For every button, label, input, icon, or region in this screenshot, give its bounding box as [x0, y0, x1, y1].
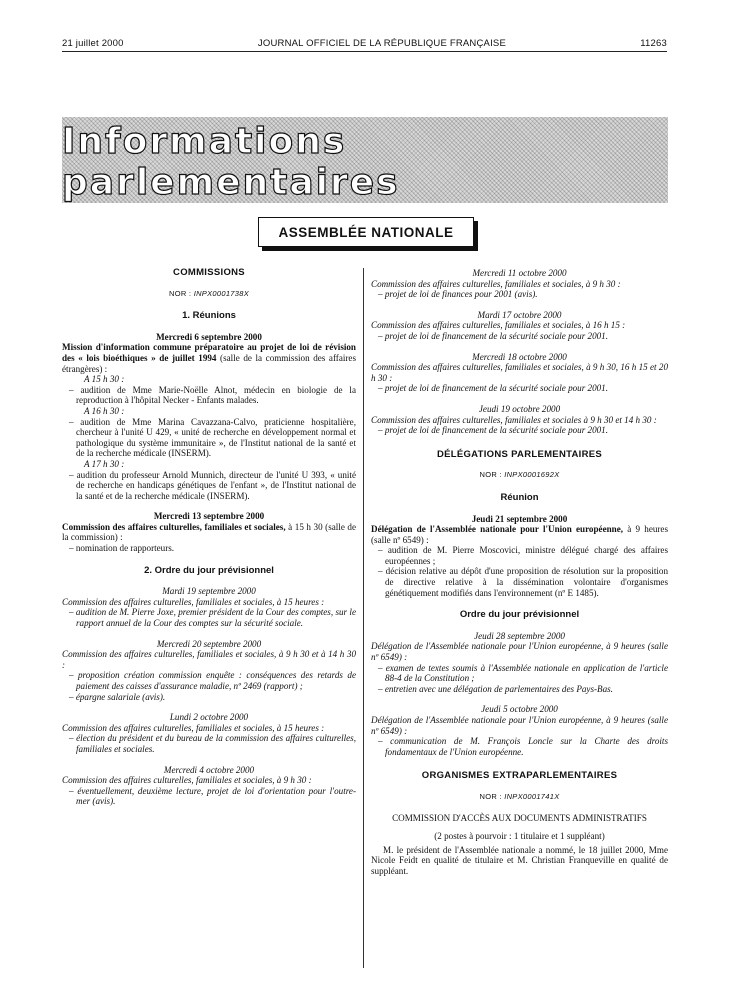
agenda-item: – éventuellement, deuxième lecture, projet de loi d'orientation pour l'outre-mer (avis).	[69, 785, 356, 807]
body-details: à 15 h 30 (salle de la commission) :	[62, 521, 356, 543]
meeting-date: Jeudi 28 septembre 2000	[474, 630, 565, 641]
header-date: 21 juillet 2000	[62, 38, 124, 49]
meeting-body	[62, 522, 356, 543]
agenda-item: – audition du professeur Arnold Munnich, directeur de l'unité U 393, « unité de recherche en handicaps génétiques de l'enfant », de l'Institut national de la santé et de la recherche médicale (INSERM).	[69, 469, 356, 501]
meeting-body: Délégation de l'Assemblée nationale pour l'Union européenne, à 9 heures (salle nº 6549) :	[371, 641, 668, 663]
subheading: 1. Réunions	[182, 310, 236, 322]
agenda-item: – épargne salariale (avis).	[69, 691, 166, 702]
agenda-item: – élection du président et du bureau de la commission des affaires culturelles, familiales et sociales.	[69, 733, 356, 754]
running-header	[62, 38, 667, 49]
meeting-date: Mardi 19 septembre 2000	[162, 586, 256, 597]
meeting-body: Commission des affaires culturelles, familiales et sociales, à 9 h 30 :	[62, 775, 312, 786]
appointment-text: M. le président de l'Assemblée nationale a nommé, le 18 juillet 2000, Mme Nicole Feidt en qualité de titulaire et M. Christian Franqueville en qualité de suppléant.	[371, 844, 668, 876]
body-name: Délégation de l'Assemblée nationale pour l'Union européenne,	[371, 524, 624, 535]
chamber-title: ASSEMBLÉE NATIONALE	[258, 217, 474, 247]
meeting-date: Mercredi 18 octobre 2000	[472, 351, 567, 362]
subheading: Ordre du jour prévisionnel	[459, 609, 580, 621]
agenda-item: – audition de M. Pierre Moscovici, ministre délégué chargé des affaires européennes ;	[378, 545, 668, 566]
section-title: COMMISSIONS	[173, 267, 245, 278]
header-journal: JOURNAL OFFICIEL DE LA RÉPUBLIQUE FRANÇAISE	[257, 38, 506, 49]
meeting-date: Jeudi 21 septembre 2000	[471, 513, 568, 524]
body-details: (salle de la commission des affaires étrangères) :	[62, 352, 357, 374]
meeting-body: Commission des affaires culturelles, familiales et sociales, à 9 h 30 et à 14 h 30 :	[62, 649, 356, 670]
agenda-item: – décision relative au dépôt d'une proposition de résolution sur la proposition de directive relative à la dissémination volontaire d'organismes génétiquement modifiés dans l'environnement (nº E 1485).	[378, 566, 668, 598]
meeting-body	[62, 342, 356, 374]
agenda-item: – audition de M. Pierre Joxe, premier président de la Cour des comptes, sur le rapport annuel de la Cour des comptes sur la sécurité sociale.	[69, 607, 356, 629]
section-title: DÉLÉGATIONS PARLEMENTAIRES	[436, 448, 603, 460]
header-rule	[62, 51, 667, 52]
nor-label: NOR :	[479, 470, 505, 480]
banner	[62, 117, 668, 203]
meeting-date: Mercredi 4 octobre 2000	[163, 764, 255, 775]
nor-reference	[62, 289, 356, 300]
agenda-item: – nomination de rapporteurs.	[69, 543, 175, 554]
meeting-body: Commission des affaires culturelles, familiales et sociales, à 9 h 30, 16 h 15 et 20 h 30 :	[371, 362, 668, 383]
subheading: Réunion	[500, 491, 539, 503]
meeting-time: A 16 h 30 :	[84, 405, 125, 416]
meeting-date: Mercredi 11 octobre 2000	[472, 268, 567, 278]
subheading: 2. Ordre du jour prévisionnel	[144, 564, 274, 576]
nor-label: NOR :	[168, 288, 194, 298]
agenda-item: – projet de loi de financement de la sécurité sociale pour 2001.	[378, 425, 608, 436]
meeting-body: Commission des affaires culturelles, familiales et sociales, à 9 h 30 :	[371, 278, 621, 289]
header-page-number: 11263	[640, 38, 667, 49]
body-details: à 9 heures (salle nº 6549) :	[371, 524, 669, 545]
nor-reference	[371, 792, 668, 803]
agenda-item: – examen de textes soumis à l'Assemblée nationale en application de l'article 88-4 de la Constitution ;	[378, 662, 668, 684]
agenda-item: – audition de Mme Marina Cavazzana-Calvo, praticienne hospitalière, chercheur à l'unité U 429, « unité de recherche en développement normal et pathologique du système immunitaire », de l'Institut national de la santé et de la recherche médicale (INSERM).	[69, 416, 356, 459]
meeting-body: Commission des affaires culturelles, familiales et sociales, à 16 h 15 :	[371, 320, 626, 331]
section-title: ORGANISMES EXTRAPARLEMENTAIRES	[421, 770, 618, 782]
meeting-date: Mardi 17 octobre 2000	[477, 309, 562, 320]
meeting-date: Mercredi 6 septembre 2000	[156, 331, 262, 342]
nor-code: INPX0001741X	[504, 791, 560, 801]
nor-label: NOR :	[479, 791, 505, 801]
agenda-item: – entretien avec une délégation de parlementaires des Pays-Bas.	[378, 683, 613, 694]
left-column	[62, 268, 356, 807]
nor-code: INPX0001692X	[504, 470, 560, 480]
meeting-body: Délégation de l'Assemblée nationale pour l'Union européenne, à 9 heures (salle nº 6549) :	[371, 715, 668, 736]
meeting-date: Jeudi 5 octobre 2000	[481, 704, 558, 715]
right-column	[371, 268, 668, 877]
meeting-body	[371, 524, 668, 545]
agenda-item: – projet de loi de finances pour 2001 (avis).	[378, 289, 538, 300]
meeting-time: A 17 h 30 :	[84, 458, 125, 469]
body-name: Mission d'information commune préparatoire au projet de loi de révision des « lois bioéthiques » de juillet 1994	[62, 342, 356, 363]
agenda-item: – proposition création commission enquête : conséquences des retards de paiement des caisses d'assurance maladie, nº 2469 (rapport) ;	[69, 670, 356, 691]
meeting-date: Mercredi 20 septembre 2000	[156, 638, 262, 649]
agenda-item: – communication de M. François Loncle sur la Charte des droits fondamentaux de l'Union européenne.	[378, 736, 668, 757]
body-name: Commission des affaires culturelles, familiales et sociales,	[62, 521, 286, 532]
meeting-body: Commission des affaires culturelles, familiales et sociales, à 15 heures :	[62, 722, 325, 733]
agenda-item: – projet de loi de financement de la sécurité sociale pour 2001.	[378, 330, 608, 341]
agenda-item: – audition de Mme Marie-Noëlle Alnot, médecin en biologie de la reproduction à l'hôpital Necker - Enfants malades.	[69, 384, 356, 406]
meeting-date: Jeudi 19 octobre 2000	[478, 403, 561, 414]
column-divider	[363, 268, 364, 968]
organism-posts: (2 postes à pourvoir : 1 titulaire et 1 suppléant)	[434, 831, 605, 842]
meeting-body: Commission des affaires culturelles, familiales et sociales, à 15 heures :	[62, 596, 325, 607]
meeting-time: A 15 h 30 :	[84, 374, 125, 385]
meeting-date: Lundi 2 octobre 2000	[169, 712, 249, 723]
meeting-date: Mercredi 13 septembre 2000	[153, 511, 265, 522]
meeting-body: Commission des affaires culturelles, familiales et sociales à 9 h 30 et 14 h 30 :	[371, 414, 657, 425]
agenda-item: – projet de loi de financement de la sécurité sociale pour 2001.	[378, 383, 608, 394]
nor-code: INPX0001738X	[193, 288, 250, 298]
nor-reference	[371, 470, 668, 481]
organism-name: COMMISSION D'ACCÈS AUX DOCUMENTS ADMINISTRATIFS	[392, 812, 647, 823]
banner-title: Informations parlementaires	[62, 121, 400, 203]
